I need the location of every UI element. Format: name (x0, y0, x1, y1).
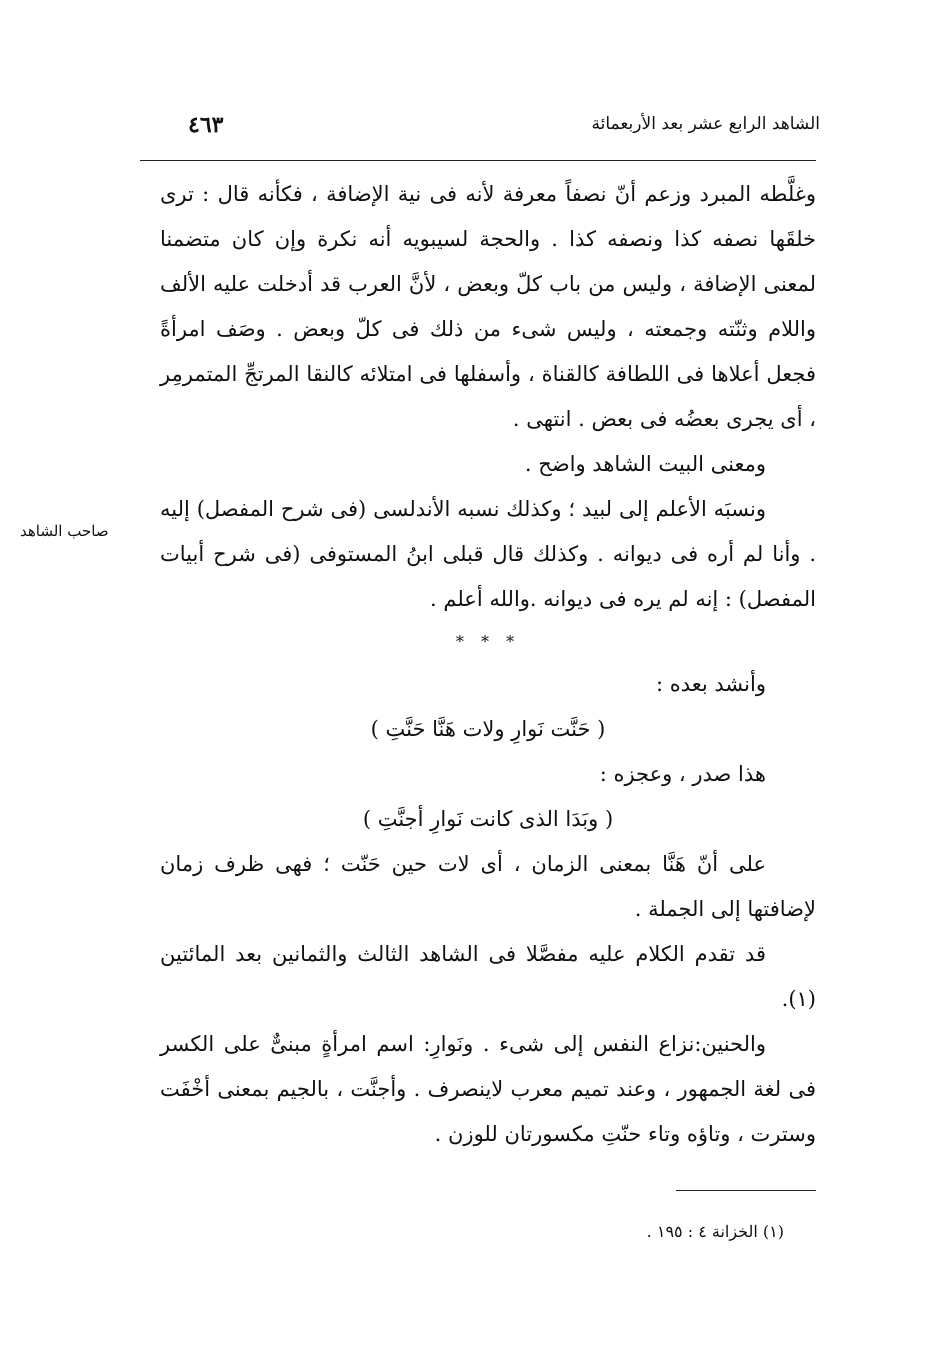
paragraph-1: وغلَّطه المبرد وزعم أنّ نصفاً معرفة لأنه فى نية الإضافة ، فكأنه قال : ترى خلقَها نصفه كذا ونصفه كذا . والحجة لسيبويه أنه نكرة وإن كان متضمنا لمعنى الإضافة ، وليس من باب كلّ وبعض ، لأنَّ العرب قد أدخلت عليه الألف واللام وثنّته وجمعته ، وليس شىء من ذلك فى كلّ وبعض . وصَف امرأةً فجعل أعلاها فى اللطافة كالقناة ، وأسفلها فى امتلائه كالنقا المرتجِّ المتمرمِر ، أى يجرى بعضُه فى بعض . انتهى . (160, 182, 816, 431)
paragraph-8: والحنين:نزاع النفس إلى شىء . ونَوارِ: اسم امرأةٍ مبنىٌّ على الكسر فى لغة الجمهور ، وعند تميم معرب لاينصرف . وأجنَّت ، بالجيم بمعنى أخْفَت وسترت ، وتاؤه وتاء حنّتِ مكسورتان للوزن . (160, 1032, 816, 1146)
verse-1: ( حَنَّت نَوارِ ولات هَنَّا حَنَّتِ ) (370, 717, 606, 741)
paragraph-7: قد تقدم الكلام عليه مفصَّلا فى الشاهد الثالث والثمانين بعد المائتين (١). (160, 942, 816, 1011)
footnote-rule (676, 1190, 816, 1191)
main-text (160, 172, 816, 1157)
section-separator: * * * (455, 632, 521, 651)
paragraph-3: ونسبَه الأعلم إلى لبيد ؛ وكذلك نسبه الأندلسى (فى شرح المفصل) إليه . وأنا لم أره فى ديوانه . وكذلك قال قبلى ابنُ المستوفى (فى شرح أبيات المفصل) : إنه لم يره فى ديوانه .والله أعلم . (160, 497, 816, 611)
verse-2: ( وبَدَا الذى كانت نَوارِ أجنَّتِ ) (362, 807, 614, 831)
footnote: (١) الخزانة ٤ : ١٩٥ . (646, 1222, 784, 1241)
page-header (140, 108, 820, 148)
margin-note: صاحب الشاهد (20, 522, 109, 540)
paragraph-6: على أنّ هَنَّا بمعنى الزمان ، أى لات حين حَنّت ؛ فهى ظرف زمان لإضافتها إلى الجملة . (160, 852, 816, 921)
paragraph-5: هذا صدر ، وعجزه : (599, 762, 766, 786)
header-rule (140, 160, 816, 161)
paragraph-4: وأنشد بعده : (655, 672, 766, 696)
running-title: الشاهد الرابع عشر بعد الأربعمائة (591, 114, 820, 134)
page-number: ٤٦٣ (188, 112, 224, 138)
paragraph-2: ومعنى البيت الشاهد واضح . (524, 452, 766, 476)
